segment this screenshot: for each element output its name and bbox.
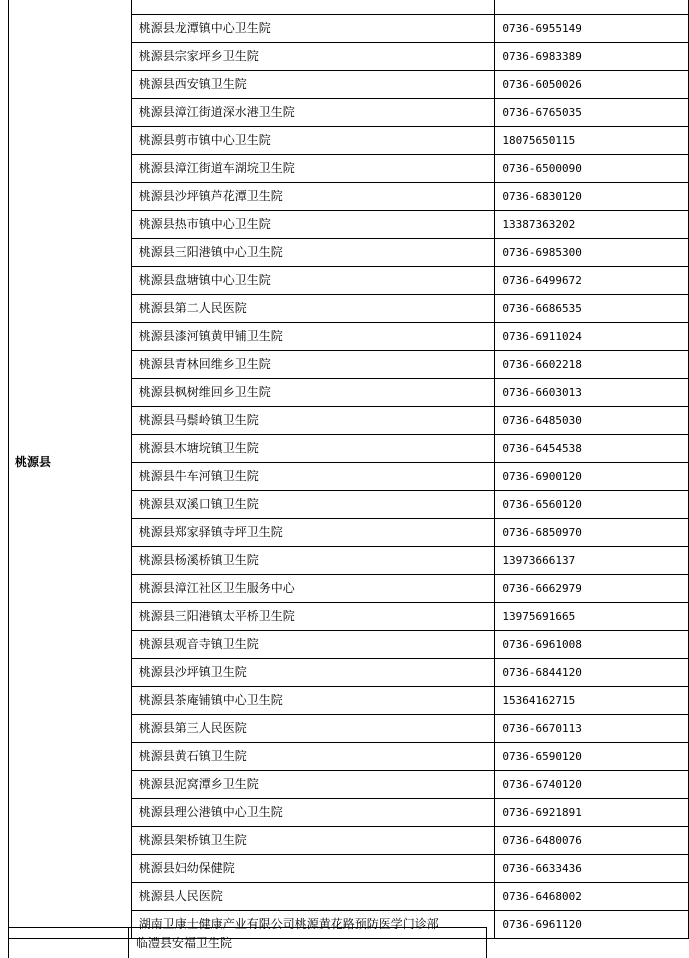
- table-row: [9, 928, 487, 958]
- clinic-phone: 0736-6983389: [495, 43, 689, 71]
- clinic-phone: 13975691665: [495, 603, 689, 631]
- clinic-phone: 18075650115: [495, 127, 689, 155]
- clinic-name: 桃源县第二人民医院: [131, 295, 495, 323]
- clinic-name: 桃源县宗家坪乡卫生院: [131, 43, 495, 71]
- clinic-name: 桃源县三阳港镇中心卫生院: [131, 239, 495, 267]
- clinic-phone: 0736-6740120: [495, 771, 689, 799]
- clinic-phone: 0736-6662979: [495, 575, 689, 603]
- clinic-name: 桃源县西安镇卫生院: [131, 71, 495, 99]
- clinic-phone: 13387363202: [495, 211, 689, 239]
- clinic-name: 湖南卫康士健康产业有限公司桃源黄花路预防医学门诊部: [131, 911, 495, 939]
- clinic-name: 桃源县热市镇中心卫生院: [131, 211, 495, 239]
- clinic-phone: [495, 0, 689, 15]
- clinic-name: 桃源县杨溪桥镇卫生院: [131, 547, 495, 575]
- clinic-name: 桃源县枫树维回乡卫生院: [131, 379, 495, 407]
- clinic-phone: 0736-6480076: [495, 827, 689, 855]
- county-cell: [9, 928, 129, 958]
- clinic-phone: 13973666137: [495, 547, 689, 575]
- table-row: [9, 0, 689, 15]
- clinic-name: 桃源县双溪口镇卫生院: [131, 491, 495, 519]
- clinic-name: 桃源县茶庵铺镇中心卫生院: [131, 687, 495, 715]
- clinic-name: 桃源县黄石镇卫生院: [131, 743, 495, 771]
- clinic-phone: 0736-6961008: [495, 631, 689, 659]
- clinic-phone: 0736-6603013: [495, 379, 689, 407]
- clinic-phone: 0736-6468002: [495, 883, 689, 911]
- clinic-name: 桃源县郑家驿镇寺坪卫生院: [131, 519, 495, 547]
- clinic-phone: 0736-6633436: [495, 855, 689, 883]
- clinic-name: 桃源县妇幼保健院: [131, 855, 495, 883]
- clinic-table: [8, 0, 689, 939]
- clinic-name: 桃源县马鬃岭镇卫生院: [131, 407, 495, 435]
- clinic-name: 桃源县剪市镇中心卫生院: [131, 127, 495, 155]
- clinic-phone: 0736-6850970: [495, 519, 689, 547]
- clinic-phone: 0736-6050026: [495, 71, 689, 99]
- clinic-name: 桃源县观音寺镇卫生院: [131, 631, 495, 659]
- next-county-table: [8, 927, 487, 958]
- clinic-name: [131, 0, 495, 15]
- clinic-name: 桃源县架桥镇卫生院: [131, 827, 495, 855]
- clinic-phone: 0736-6765035: [495, 99, 689, 127]
- clinic-phone: 15364162715: [495, 687, 689, 715]
- clinic-name: 桃源县泥窝潭乡卫生院: [131, 771, 495, 799]
- clinic-name: 桃源县盘塘镇中心卫生院: [131, 267, 495, 295]
- clinic-phone: 0736-6955149: [495, 15, 689, 43]
- clinic-phone: 0736-6844120: [495, 659, 689, 687]
- clinic-name: 桃源县木塘垸镇卫生院: [131, 435, 495, 463]
- clinic-name: 桃源县人民医院: [131, 883, 495, 911]
- clinic-name: 桃源县沙坪镇卫生院: [131, 659, 495, 687]
- clinic-phone: 0736-6602218: [495, 351, 689, 379]
- clinic-name: 临澧县安福卫生院: [129, 928, 487, 958]
- clinic-name: 桃源县理公港镇中心卫生院: [131, 799, 495, 827]
- clinic-name: 桃源县第三人民医院: [131, 715, 495, 743]
- clinic-name: 桃源县漳江街道深水港卫生院: [131, 99, 495, 127]
- clinic-name: 桃源县龙潭镇中心卫生院: [131, 15, 495, 43]
- clinic-phone: 0736-6961120: [495, 911, 689, 939]
- clinic-table-body: [9, 0, 689, 939]
- clinic-phone: 0736-6921891: [495, 799, 689, 827]
- clinic-name: 桃源县牛车河镇卫生院: [131, 463, 495, 491]
- clinic-name: 桃源县沙坪镇芦花潭卫生院: [131, 183, 495, 211]
- clinic-phone: 0736-6560120: [495, 491, 689, 519]
- county-cell: 桃源县: [9, 0, 132, 939]
- clinic-phone: 0736-6454538: [495, 435, 689, 463]
- clinic-name: 桃源县青林回维乡卫生院: [131, 351, 495, 379]
- clinic-name: 桃源县漳江街道车湖垸卫生院: [131, 155, 495, 183]
- clinic-phone: 0736-6911024: [495, 323, 689, 351]
- clinic-phone: 0736-6900120: [495, 463, 689, 491]
- clinic-phone: 0736-6485030: [495, 407, 689, 435]
- clinic-phone: 0736-6686535: [495, 295, 689, 323]
- clinic-phone: 0736-6499672: [495, 267, 689, 295]
- clinic-phone: 0736-6670113: [495, 715, 689, 743]
- clinic-name: 桃源县三阳港镇太平桥卫生院: [131, 603, 495, 631]
- clinic-phone: 0736-6590120: [495, 743, 689, 771]
- clinic-name: 桃源县漳江社区卫生服务中心: [131, 575, 495, 603]
- clinic-name: 桃源县漆河镇黄甲铺卫生院: [131, 323, 495, 351]
- clinic-phone: 0736-6830120: [495, 183, 689, 211]
- clinic-phone: 0736-6500090: [495, 155, 689, 183]
- clinic-phone: 0736-6985300: [495, 239, 689, 267]
